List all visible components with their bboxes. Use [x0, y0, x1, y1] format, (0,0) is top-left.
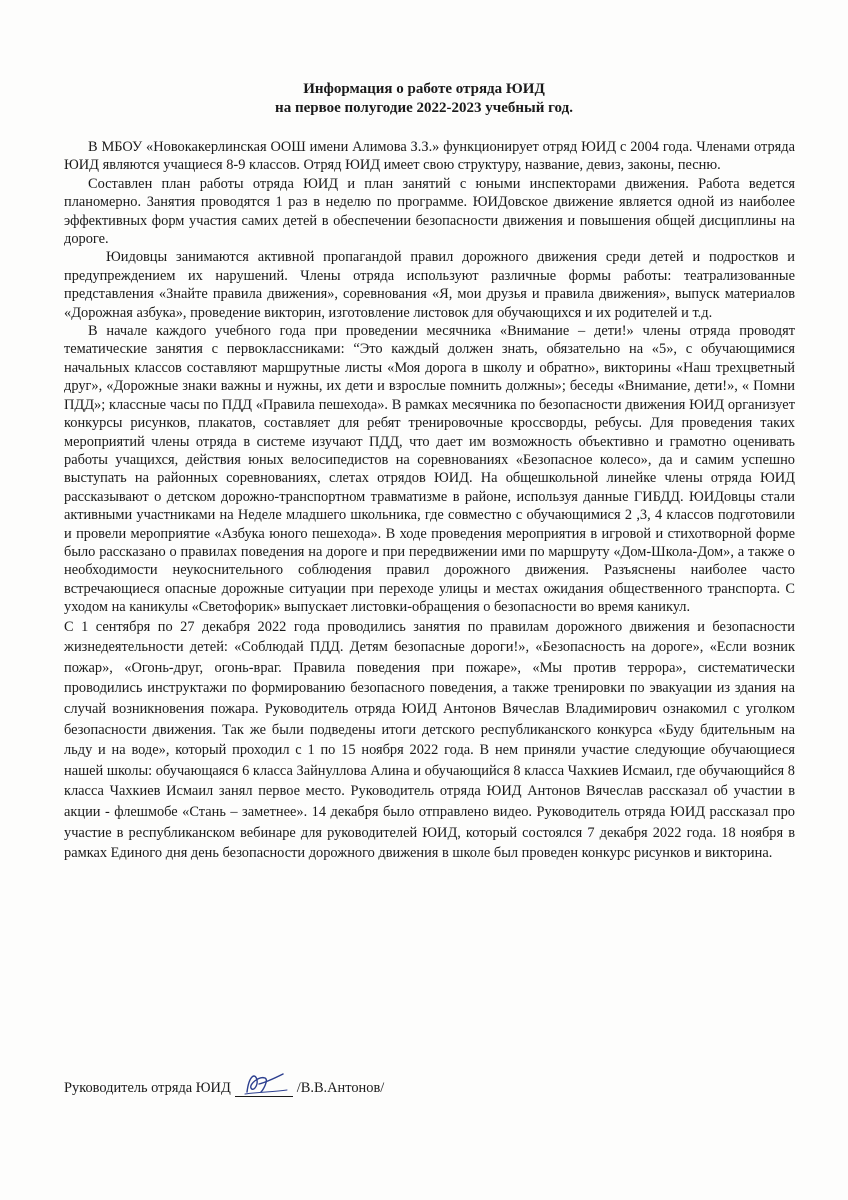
- paragraph-semester-report: С 1 сентября по 27 декабря 2022 года проводились занятия по правилам дорожного движения и безопасности жизнедеятельности детей: «Соблюдай ПДД. Детям безопасные дороги!», «Безопасность на дороге», «Если возник пожар», «Огонь-друг, огонь-враг. Правила поведения при пожаре», «Мы против террора», систематически проводились инструктажи по формированию безопасного поведения, а также тренировки по эвакуации из здания на случай возникновения пожара. Руководитель отряда ЮИД Антонов Вячеслав Владимирович ознакомил с уголком безопасности движения. Так же были подведены итоги детского республиканского конкурса «Буду бдительным на льду и на воде», который проходил с 1 по 15 ноября 2022 года. В нем приняли участие следующие обучающиеся нашей школы: обучающаяся 6 класса Зайнуллова Алина и обучающийся 8 класса Чахкиев Исмаил, где обучающийся 8 класса Чахкиев Исмаил занял первое место. Руководитель отряда ЮИД Антонов Вячеслав рассказал об участии в акции - флешмобе «Стань – заметнее». 14 декабря было отправлено видео. Руководитель отряда ЮИД рассказал про участие в республиканском вебинаре для руководителей ЮИД, который состоялся 7 декабря 2022 года. 18 ноября в рамках Единого дня день безопасности дорожного движения в школе был проведен конкурс рисунков и викторина.: [64, 618, 795, 862]
- handwritten-signature-icon: [239, 1070, 289, 1098]
- signature-block: [64, 1078, 384, 1097]
- signature-line: [235, 1078, 293, 1097]
- paragraph-activities: В начале каждого учебного года при проведении месячника «Внимание – дети!» члены отряда проводят тематические занятия с первоклассниками: “Это каждый должен знать, обязательно на «5», с обучающимися начальных классов составляют маршрутные листы «Моя дорога в школу и обратно», викторины «Наш трехцветный друг», «Дорожные знаки важны и нужны, их дети и взрослые помнить должны»; беседы «Внимание, дети!», « Помни ПДД»; классные часы по ПДД «Правила пешехода». В рамках месячника по безопасности движения ЮИД организует конкурсы рисунков, плакатов, составляет для ребят тренировочные кроссворды, ребусы. Для проведения таких мероприятий члены отряда в системе изучают ПДД, что дает им возможность объективно и грамотно оценивать работы учащихся, действия юных велосипедистов на соревнованиях «Безопасное колесо», да и самим успешно выступать на районных соревнованиях, слетах отрядов ЮИД. На общешкольной линейке члены отряда ЮИД рассказывают о детском дорожно-транспортном травматизме в районе, используя данные ГИБДД. ЮИДовцы стали активными участниками на Неделе младшего школьника, где совместно с обучающимися 2 ,3, 4 классов подготовили и провели мероприятие «Азбука юного пешехода». В ходе проведения мероприятия в игровой и стихотворной форме было рассказано о правилах поведения на дороге и при передвижении ими по маршруту «Дом-Школа-Дом», а также о необходимости неукоснительного соблюдения правил дорожного движения. Разъяснены наиболее часто встречающиеся опасные дорожные ситуации при переходе улицы и местах ожидания общественного транспорта. С уходом на каникулы «Светофорик» выпускает листовки-обращения о безопасности во время каникул.: [64, 323, 795, 616]
- document-title: [0, 80, 848, 118]
- signature-label: Руководитель отряда ЮИД: [64, 1080, 231, 1096]
- paragraph-plan: Составлен план работы отряда ЮИД и план занятий с юными инспекторами движения. Работа ведется планомерно. Занятия проводятся 1 раз в неделю по программе. ЮИДовское движение является одной из наиболее эффективных форм участия самих детей в обеспечении безопасности движения и повышения общей дисциплины на дороге.: [64, 175, 795, 248]
- title-line-1: Информация о работе отряда ЮИД: [303, 81, 545, 97]
- paragraph-intro: В МБОУ «Новокакерлинская ООШ имени Алимова З.З.» функционирует отряд ЮИД с 2004 года. Членами отряда ЮИД являются учащиеся 8-9 классов. Отряд ЮИД имеет свою структуру, название, девиз, законы, песню.: [64, 139, 795, 174]
- signature-name: /В.В.Антонов/: [296, 1080, 385, 1096]
- title-line-2: на первое полугодие 2022-2023 учебный год.: [275, 100, 573, 116]
- document-body: [64, 138, 795, 864]
- paragraph-propaganda: Юидовцы занимаются активной пропагандой правил дорожного движения среди детей и подростков и предупреждением их нарушений. Члены отряда используют различные формы работы: театрализованные представления «Знайте правила движения», соревнования «Я, мои друзья и правила движения», выпуск материалов «Дорожная азбука», проведение викторин, изготовление листовок для обучающихся и их родителей и т.д.: [64, 249, 795, 321]
